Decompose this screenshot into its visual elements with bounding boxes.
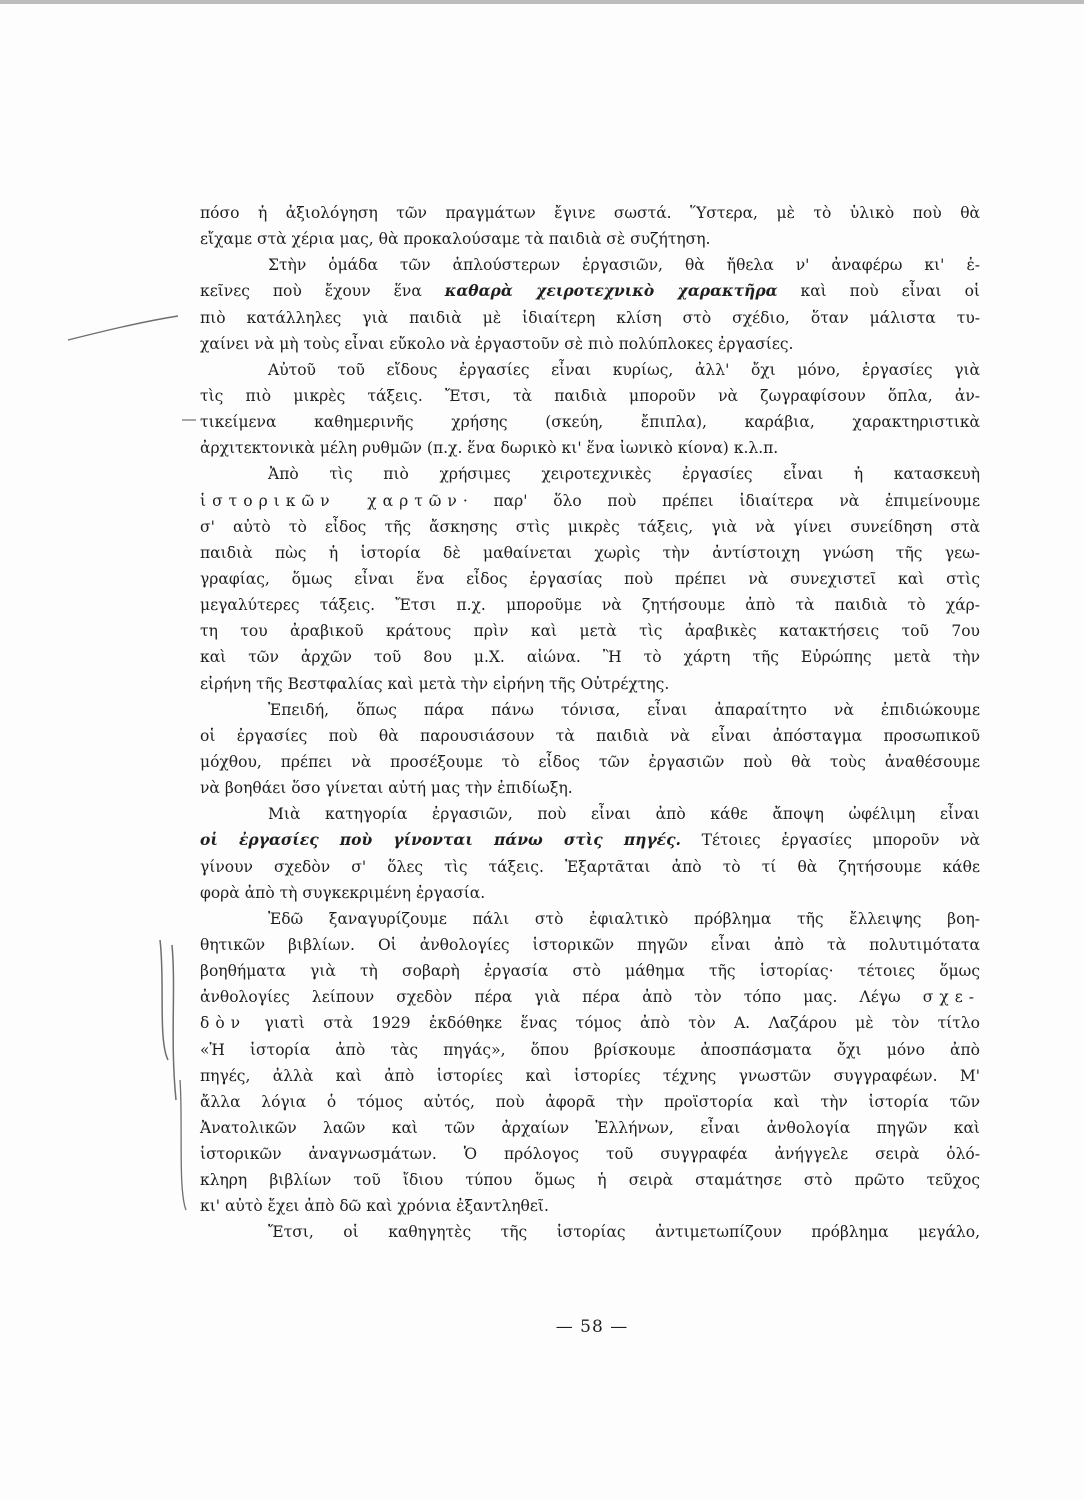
margin-dash-mark [68, 316, 178, 340]
text-line: μεγαλύτερες τάξεις. Ἔτσι π.χ. μποροῦμε νὰ ζητήσουμε ἀπὸ τὰ παιδιὰ τὸ χάρ- [200, 596, 980, 615]
text-line: Ἐπειδή, ὅπως πάρα πάνω τόνισα, εἶναι ἀπαραίτητο νὰ ἐπιδιώκουμε [268, 700, 980, 719]
text-line: Ἔτσι, οἱ καθηγητὲς τῆς ἱστορίας ἀντιμετωπίζουν πρόβλημα μεγάλο, [268, 1223, 980, 1242]
text-line: κι' αὐτὸ ἔχει ἀπὸ δῶ καὶ χρόνια ἐξαντληθεῖ. [200, 1197, 549, 1216]
text-line: καὶ τῶν ἀρχῶν τοῦ 8ου μ.Χ. αἰώνα. Ἢ τὸ χάρτη τῆς Εὐρώπης μετὰ τὴν [200, 648, 980, 667]
text-line: Αὐτοῦ τοῦ εἴδους ἐργασίες εἶναι κυρίως, ἀλλ' ὄχι μόνο, ἐργασίες γιὰ [268, 360, 980, 379]
text-line: πηγές, ἀλλὰ καὶ ἀπὸ ἱστορίες καὶ ἱστορίες τέχνης γνωστῶν συγγραφέων. Μ' [200, 1066, 980, 1085]
text-line: νὰ βοηθάει ὅσο γίνεται αὐτή μας τὴν ἐπιδίωξη. [200, 779, 573, 798]
text-line: τὶς πιὸ μικρὲς τάξεις. Ἔτσι, τὰ παιδιὰ μποροῦν νὰ ζωγραφίσουν ὅπλα, ἀν- [200, 386, 980, 405]
text-line: Ἀνατολικῶν λαῶν καὶ τῶν ἀρχαίων Ἑλλήνων, εἶναι ἀνθολογία πηγῶν καὶ [200, 1118, 980, 1137]
spaced-phrase: δὸν [200, 1014, 247, 1033]
text-line: γίνουν σχεδὸν σ' ὅλες τὶς τάξεις. Ἐξαρτᾶται ἀπὸ τὸ τί θὰ ζητήσουμε κάθε [200, 857, 980, 876]
text-line: γραφίας, ὅμως εἶναι ἕνα εἶδος ἐργασίας ποὺ πρέπει νὰ συνεχιστεῖ καὶ στὶς [200, 569, 980, 588]
text-line: ἀνθολογίες λείπουν σχεδὸν πέρα γιὰ πέρα ἀπὸ τὸν τόπο μας. Λέγω σχε- [200, 988, 980, 1007]
text-line: οἱ ἐργασίες ποὺ θὰ παρουσιάσουν τὰ παιδιὰ νὰ εἶναι ἀπόσταγμα προσωπικοῦ [200, 726, 980, 745]
spaced-phrase: σχε- [922, 988, 980, 1007]
margin-bracket-mark [180, 1080, 186, 1210]
text-line: Ἐδῶ ξαναγυρίζουμε πάλι στὸ ἐφιαλτικὸ πρόβλημα τῆς ἔλλειψης βοη- [268, 909, 980, 928]
text-line: βοηθήματα γιὰ τὴ σοβαρὴ ἐργασία στὸ μάθημα τῆς ἱστορίας· τέτοιες ὅμως [200, 962, 980, 981]
margin-bracket-mark [160, 940, 168, 1060]
page-number: — 58 — [555, 1317, 629, 1337]
text-line: εἴχαμε στὰ χέρια μας, θὰ προκαλούσαμε τὰ παιδιὰ σὲ συζήτηση. [200, 230, 711, 249]
text-line: Μιὰ κατηγορία ἐργασιῶν, ποὺ εἶναι ἀπὸ κάθε ἄποψη ὠφέλιμη εἶναι [268, 805, 980, 824]
text-line: πιὸ κατάλληλες γιὰ παιδιὰ μὲ ἰδιαίτερη κλίση στὸ σχέδιο, ὅταν μάλιστα τυ- [200, 308, 980, 327]
text-line: φορὰ ἀπὸ τὴ συγκεκριμένη ἐργασία. [200, 883, 486, 902]
text-line: χαίνει νὰ μὴ τοὺς εἶναι εὔκολο νὰ ἐργαστοῦν σὲ πιὸ πολύπλοκες ἐργασίες. [200, 334, 794, 353]
text-line: ἱστορικῶν ἀναγνωσμάτων. Ὁ πρόλογος τοῦ συγγραφέα ἀνήγγελε σειρὰ ὁλό- [200, 1145, 980, 1164]
text-line: θητικῶν βιβλίων. Οἱ ἀνθολογίες ἱστορικῶν πηγῶν εἶναι ἀπὸ τὰ πολυτιμότατα [200, 935, 980, 954]
text-line: ἄλλα λόγια ὁ τόμος αὐτός, ποὺ ἀφορᾶ τὴν προϊστορία καὶ τὴν ἱστορία τῶν [200, 1092, 980, 1111]
text-line: «Ἡ ἱστορία ἀπὸ τὰς πηγάς», ὅπου βρίσκουμε ἀποσπάσματα ὄχι μόνο ἀπὸ [200, 1040, 980, 1059]
text-line: ἀρχιτεκτονικὰ μέλη ρυθμῶν (π.χ. ἕνα δωρικὸ κι' ἕνα ἰωνικὸ κίονα) κ.λ.π. [200, 439, 779, 458]
text-line: κληρη βιβλίων τοῦ ἴδιου τύπου ὅμως ἡ σειρὰ σταμάτησε στὸ πρῶτο τεῦχος [200, 1171, 980, 1190]
text-line: ἱστορικῶν χαρτῶν· παρ' ὅλο ποὺ πρέπει ἰδιαίτερα νὰ ἐπιμείνουμε [200, 491, 980, 510]
text-line: τη του ἀραβικοῦ κράτους πρὶν καὶ μετὰ τὶς ἀραβικὲς κατακτήσεις τοῦ 7ου [200, 622, 980, 641]
margin-bracket-mark [172, 945, 176, 1100]
text-line: δὸν γιατὶ στὰ 1929 ἐκδόθηκε ἕνας τόμος ἀπὸ τὸν Α. Λαζάρου μὲ τὸν τίτλο [200, 1014, 980, 1033]
text-line: εἰρήνη τῆς Βεστφαλίας καὶ μετὰ τὴν εἰρήνη τῆς Οὐτρέχτης. [200, 674, 670, 693]
spaced-phrase: ἱστορικῶν χαρτῶν [200, 491, 463, 510]
emphasized-phrase: καθαρὰ χειροτεχνικὸ χαρακτῆρα [444, 281, 778, 301]
text-line: σ' αὐτὸ τὸ εἶδος τῆς ἄσκησης στὶς μικρὲς τάξεις, γιὰ νὰ γίνει συνείδηση στὰ [200, 517, 980, 536]
text-line: παιδιὰ πὼς ἡ ἱστορία δὲ μαθαίνεται χωρὶς τὴν ἀντίστοιχη γνώση τῆς γεω- [200, 543, 980, 562]
text-line: οἱ ἐργασίες ποὺ γίνονται πάνω στὶς πηγές. Τέτοιες ἐργασίες μποροῦν νὰ [200, 830, 980, 850]
text-line: κεῖνες ποὺ ἔχουν ἕνα καθαρὰ χειροτεχνικὸ χαρακτῆρα καὶ ποὺ εἶναι οἱ [200, 281, 980, 301]
body-text [200, 200, 980, 1246]
text-line: τικείμενα καθημερινῆς χρήσης (σκεύη, ἔπιπλα), καράβια, χαρακτηριστικὰ [200, 413, 980, 432]
text-line: Στὴν ὁμάδα τῶν ἁπλούστερων ἐργασιῶν, θὰ ἤθελα ν' ἀναφέρω κι' ἐ- [268, 256, 980, 275]
text-line: πόσο ἡ ἀξιολόγηση τῶν πραγμάτων ἔγινε σωστά. Ὕστερα, μὲ τὸ ὑλικὸ ποὺ θὰ [200, 204, 980, 222]
text-line: μόχθου, πρέπει νὰ προσέξουμε τὸ εἶδος τῶν ἐργασιῶν ποὺ θὰ τοὺς ἀναθέσουμε [200, 752, 980, 771]
text-line: Ἀπὸ τὶς πιὸ χρήσιμες χειροτεχνικὲς ἐργασίες εἶναι ἡ κατασκευὴ [268, 465, 980, 484]
emphasized-phrase: οἱ ἐργασίες ποὺ γίνονται πάνω στὶς πηγές. [200, 830, 681, 850]
